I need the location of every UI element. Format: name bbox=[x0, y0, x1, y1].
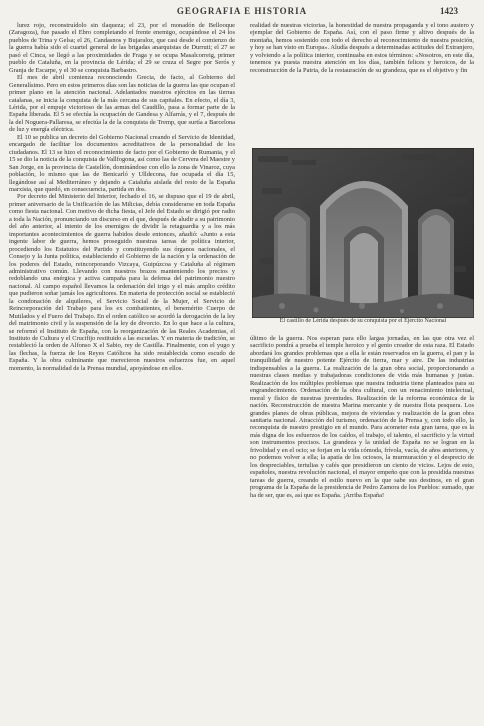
paragraph: Por decreto del Ministerio del Interior, fechado el 16, se dispuso que el 19 de abril, primer aniversario de la Unificación de las Milicias, debía considerarse en toda España como fiesta nacional. Con motivo de dicha fiesta, el Jefe del Estado se dirigió por radio a toda la Nación, pronunciando un discurso en el que, después de aludir a su patrimonio del año anterior, al intento de los enemigos de dividir la retaguardia y a los más importantes acontecimientos de guerra habidos desde entonces, añadió: «Junto a esta ingente labor de guerra, hemos proseguido nuestras tareas de política interior, procediendo los Estatutos del Partido y constituyendo sus órganos nacionales, el Consejo y la Junta política, estableciendo el Gobierno de la nación y la ordenación de los poderes del Estado, reincorporando Vizcaya, Guipúzcoa y Cataluña al régimen administrativo común. Llevando con nuestros brazos manteniendo los precios y redoblando una enérgica y activa campaña para la defensa del patrimonio nuestro nacional. Al campo español llevamos la ordenación del trigo y el más amplio crédito que pudieron soñar jamás los agricultores. En materia de protección social se estableció la condonación de alquileres, el Servicio Social de la Mujer, el Servicio de Reincorporación del Trabajo para los ex combatientes, el benemérito Cuerpo de Mutilados y el Fuero del Trabajo. En el orden católico se acordó la derogación de la ley del matrimonio civil y la suspensión de la ley de divorcio. En lo que hace a la cultura, se reformó el Instituto de España, con la reorganización de las Reales Academias, el Instituto de Cultura y el Crucifijo restituido a las escuelas. Y en materia de tradición, se restableció la orden de Alfonso X el Sabio, rey de Castilla. Finalmente, con el yugo y las flechas, la fuerza de los Reyes Católicos ha sido restablecida como escudo de España. Y la obra culminante que merecieron nuestros esfuerzos fue, en aquel momento, la normalidad de la Prensa mundial, apoyándose en ellos. bbox=[9, 193, 235, 372]
paragraph: El 10 se publica un decreto del Gobierno Nacional creando el Servicio de Identidad, encargado de facilitar los documentos acreditativos de la personalidad de los ciudadanos. El 13 se hizo el reconocimiento de facto por el Gobierno de Rumania, y el 15 se dio la noticia de la conquista de Vallfogona, así como las de Cervera del Maestre y San Jorge, en la provincia de Castellón, dominándose con ello la zona de Vinaroz, cuya población, lo mismo que las de Benicarló y Ulldecona, fue ocupada el día 15, llegándose así al Mediterráneo y dejando a Cataluña aislada del resto de la España marxista, que quedó, en consecuencia, partida en dos. bbox=[9, 133, 235, 193]
right-column-bottom bbox=[250, 335, 474, 721]
right-column-top bbox=[250, 22, 474, 148]
paragraph: realidad de nuestras victorias, la honestidad de nuestra propaganda y el tono austero y ejemplar del Gobierno de España. Así, con el paso firme y altivo después de la montaña, hemos sostenido con todo el derecho al reconocimiento de nuestra posición, y hoy se han visto en Europa». Aludía después a determinadas actitudes del Extranjero, y volviendo a la política interior, continuaba en estos términos: «Nosotros, en este día, tenemos ya puesta nuestra atención en los días, también felices y heroicos, de la reconstrucción de la Patria, de la restauración de su grandeza, que es el objetivo y fin bbox=[250, 22, 474, 74]
page-number: 1423 bbox=[440, 6, 458, 16]
castle-photograph bbox=[252, 148, 474, 318]
figure-caption: El castillo de Lérida después de su conquista por el Ejército Nacional bbox=[279, 318, 447, 324]
paragraph: último de la guerra. Nos esperan para ello largas jornadas, en las que otra vez el sacrificio pondrá a prueba el temple heroico y el genio creador de esta raza. El Estado abordará los grandes problemas que a ella le están reservados en la guerra, el pan y la tranquilidad de nuestro potente Ejército de tierra, mar y aire. De las industrias indispensables a la guerra. La realización de la gran obra social, proporcionando a nuestras clases medias y trabajadoras condiciones de vida más humanas y justas. Realización de los múltiples problemas que nuestra industria tiene planteados para su engrandecimiento. Ordenación de la obra cultural, con un renacimiento intelectual, moral y físico de nuestras juventudes. Realización de la reforma económica de la nación. Reconstrucción de nuestra Marina mercante y de nuestra flota pesquera. Los grandes planes de obras públicas, mejora de viviendas y realización de la gran obra sanitaria nacional. Atracción del turismo, ordenación de la Prensa y, con todo ello, la reconquista de nuestro prestigio en el mundo. Para acometer esta gran tarea, que es la más digna de los esfuerzos de los caídos, el trabajo, el talento, el sacrificio y la virtud son instrumentos precisos. La grandeza y la unidad de España no se logran en la frivolidad y en el ocio; se forjan en la vida cómoda, frívola, vacía, de años anteriores, y no podemos volver a ella; la apatía de los ociosos, la murmuración y el desprecio de los despreciables, tertulias y cafés que presidieron un ciento de vicios. Lejos de esto, españoles, nuestra revolución nacional, el mayor empeño que con la presidida nuestras tareas de guerra, creando el estilo nuevo en la que sabe sus destinos, en el gran programa de la España de la presidencia de Pedro Zamora de los Pueblos: sumado, que ha de ser, que es, así que es España. ¡Arriba España! bbox=[250, 335, 474, 499]
left-column bbox=[9, 22, 235, 720]
paragraph: lurez rojo, reconstruídolo sin tlaqueza; el 23, por el monadón de Bellooque (Zaragoza), fue pasado el Ebro completando el frente enemigo, ocupándose el 24 los pueblos de Trina y Gelsa; el 26, Candasnos y Bujaraloz, que casi desde el comienzo de la guerra había sido el cuartel general de las brigadas anarquistas de Durruti; el 27 se pasó el Cinca, se llegó a las proximidades de Fraga y se ocupa Masalcorreig, primer pueblo de Cataluña, en la provincia de Lérida; el 29 se cruza el Segre por Serós y Granja de Escarpe, y el 30 se conquista Barbastro. bbox=[9, 22, 235, 74]
paragraph: El mes de abril comienza reconociendo Grecia, de facto, al Gobierno del Generalísimo. Pero en estos primeros días son las noticias de la guerra las que ocupan el primer plano en la atención nacional. Adelantados nuestros ejércitos en las tierras catalanas, se inicia la conquista de la más cercana de sus capitales. En efecto, el día 3, Lérida, por el empuje victorioso de las armas del Caudillo, pasa a formar parte de la España liberada. El 5 se efectúa la ocupación de Gandesa y Alfarrás, y el 7, después de la del Noguera-Pallaresa, se efectúa la de la conquista de Tremp, que surtía a Barcelona de luz y energía eléctrica. bbox=[9, 74, 235, 134]
page-header bbox=[0, 6, 484, 20]
running-title: GEOGRAFIA E HISTORIA bbox=[176, 6, 308, 16]
castle-arches-image bbox=[252, 148, 474, 318]
